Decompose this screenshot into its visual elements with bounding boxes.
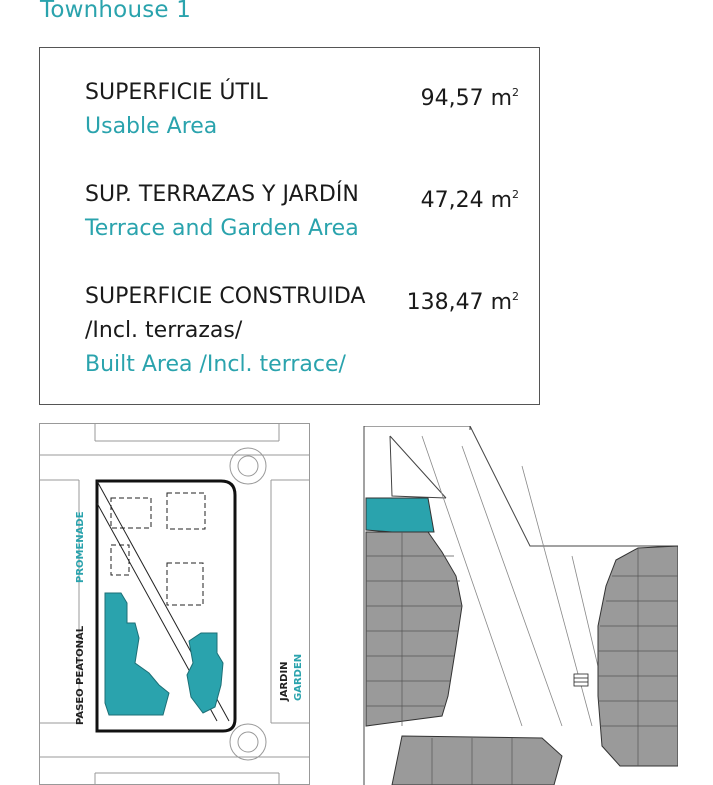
highlighted-unit: [366, 498, 434, 532]
area-row-usable: [85, 76, 519, 144]
usable-area-label-es: SUPERFICIE ÚTIL: [85, 80, 268, 105]
terrace-area-value: 47,24 $m^2$: [420, 188, 519, 213]
usable-area-value: 94,57 $m^2$: [420, 86, 519, 111]
garden-es-label: JARDIN: [279, 661, 290, 701]
area-table: [39, 47, 540, 405]
terrace-area-label-es: SUP. TERRAZAS Y JARDÍN: [85, 182, 359, 207]
promenade-en-label: PROMENADE: [75, 511, 86, 583]
stair-icon: [574, 674, 588, 686]
built-area-value: 138,47 $m^2$: [406, 290, 519, 315]
usable-area-label-en: Usable Area: [85, 114, 218, 139]
area-row-terrace: [85, 178, 519, 246]
area-row-built: [85, 280, 519, 382]
building-block-south: [392, 736, 562, 785]
terrace-area-label-en: Terrace and Garden Area: [85, 216, 359, 241]
garden-en-label: GARDEN: [293, 653, 304, 701]
built-area-label-es-2: /Incl. terrazas/: [85, 318, 243, 343]
promenade-es-label: PASEO PEATONAL: [75, 625, 86, 725]
floor-plan: [362, 426, 678, 785]
built-area-label-es: SUPERFICIE CONSTRUIDA: [85, 284, 366, 309]
built-area-label-en: Built Area /Incl. terrace/: [85, 352, 346, 377]
site-plan: [39, 423, 310, 785]
page-title: Townhouse 1: [40, 0, 192, 23]
building-block-west: [366, 532, 462, 726]
